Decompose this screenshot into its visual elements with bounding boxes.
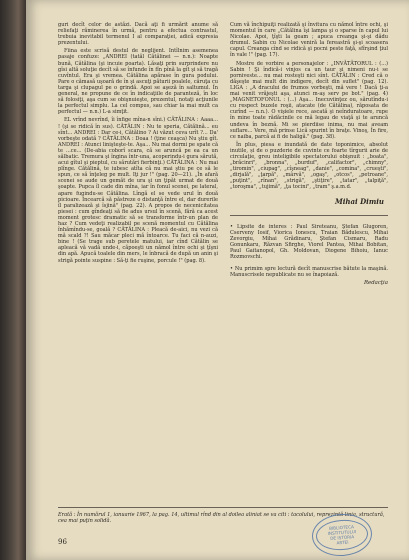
paragraph: Cum vă închipuiţi realizată şi învitura cu nămol între ochi, şi momentul în care „Cătălina îşi lampa şi o sparse în capul lui Nicolae. Apoi, ţîşti la geam ; apuca creanga şi-şi dădu drumul. Sabin cu Nicolae veniră la fereastră şi-şi scoasera capul. Creanga cînd se ridică şi pocni peste faţă, sfîrşind ţiul în vale !" (pag. 17).: [230, 22, 388, 59]
stamp-line: INSTITUTULUI: [327, 528, 357, 536]
paragraph: În plus, piesa e inundată de date toponimice, absolut inutile, și de o puzderie de cuvinte ce foarte tîrgurii arie de circulaţie, greu inteligibile spectatorului obişnuit : „boata", „brăcinri", „bronna", „burduf", „califactor", „chimny", „tiromin", „ciupag", „cîşneag", „danie", „comina", „crueşti", „dirjală", „ţarpă", „mârvă", „ogaş", „otcos", „petroane", „puţint", „rînan", „strigă", „ştiţire", „tatar", „talpiţă", „toroşma", „tujimă", „ţa tocini", „tram" ş.a.m.d.: [230, 141, 388, 191]
manuscript-policy-note: • Nu primim spre lectură decît manuscrise bătute la maşină. Manuscrisele nepublicate nu se înapoiază.: [230, 266, 388, 279]
author-signature: Mihai Dimiu: [334, 196, 384, 206]
paragraph: guri decît celor de astăzi. Dacă aţi fi urmărit anume să reliefaţi răminerea în urmă, pentru a efectua contrastul, trebuia inevitabil termenul I al comparaţiei, adică expresia prezentului.: [58, 22, 218, 47]
right-text-column: [230, 22, 388, 286]
editorial-notes: [230, 215, 388, 287]
page-number: 96: [58, 538, 67, 546]
errata-note: Erată : În numărul 1, ianuarie 1967, la pag. 14, ultimul rînd din al doilea aliniat se va citi : tacolului, reprezintă linia, structură, cea mai puţin solidă.: [58, 507, 388, 524]
stamp-line: ARTEI: [336, 539, 349, 546]
paragraph: EL vrînd nevrînd, îi înfige mîna-n sîni.) CĂTĂLINA : Aaaa... ! (şi se ridică în sus). CĂTĂLIN : Nu te speria, Cătălină... eu sînt... ANDREI : Dar ce-i, Cătălino ? Ai văzut ceva urît ?... Da' vorbeşte odată ? CĂTĂLINA : Doaa ! (ţine ceaşca) Nu ştiu gît. ANDREI : Atunci linişteşte-te. Aşa... Nu mai dormi pe spate că te ...ce... (De-abia coborî scara, că se aruncă pe ea ca un sălbatic. Tremura şi îngina într-una, acoperindu-i gura sărută, acui gîtul şi pieptul, cu sărutări fierbinţi.) CĂTĂLINA : Nu mai plînge. Cătălină, te iubesc atîta că nu mai ştiu pe ce să le spun, ce să înţeleg pe mult. Iţi jur !" (pag. 20—21). „În afară scenei se aude un gemăt de ura şi un ţipăt urmat de două şoapte. Pupca îl cade din mîna, iar în fonul scenei, pe lateral, apare fugindu-se Cătălina. Lîngă el se vede urul în două picioare. Încearcă să păstreze o distanţă între el, dar durerile îl paralizează şi îsjină" (pag. 22). A propos de necenicitatea piesei : cum gîndeaţi să fie adus ursul în scenă, fără ca acest moment grotesc dramatic să se transforme într-un plan de haz ? Cum vedeţi realizabil pe scenă momentul cu Cătălina înhămîndu-se, goală ? CĂTĂLINA : Pleacă de-aici, nu vezi că mă scald ?! Sau măcar pleci mă întoarce. Tu faci că n-auzi, bine ! (Se trage sub peretele matului, iar cînd Cătălin se apleacă vă vadă unde-i, căpoeşti un nămol între ochi şi ţîşni din apă. Apucă toalele din mers, le înbracă de după un anin şi strigă pointe suspine : Să-ţi fie ruşine, porcule !" (pag. 8).: [58, 117, 218, 264]
book-binding: [0, 0, 26, 560]
left-text-column: [58, 22, 218, 266]
rejected-authors-note: • Lipsite de interes : Paul Sireteanu, Ştefan Glugoren, Cserveny Iosif, Viorica Ionescu, Traian Bădulescu, Mihai Zevorgiu, Mihai Grădinaru, Ştefan Cismaru, Radu Gonunkaru, Răzvan Sfirghe, Viorel Pantea, Mihai Bobitan, Paul Gaitanopol, Gh. Moldovan, Diogene Bihoiu, Ianuc Rozmovschi.: [230, 223, 388, 261]
stamp-line: DE ISTORIA: [330, 534, 355, 541]
editorial-signature: Redacţia: [363, 280, 388, 287]
paragraph: Mostre de vorbire a personajelor : „INVĂTĂTORUL : (...) Sabin ! Şi îndică-i vinjos ca un taur şi nimeni nu-i se porniveste... nu mai rosteşti nici sînt. CĂTĂLIN : Cred că o dăşeşte mai mult din indigere, decît din suflet" (pag. 12). LIGA : „A dracului de frumos vorbeşti, mă vere ! Dacă ţi-a mai venit vrăjeşti aşa, atunci m-aş serv pe bot." (pag. 4) „MAGNETOFONUL : (...) Aşa... Inecuviinţez ou, sărutîndu-i cu respect buzele roşii, atacate (de Cătălina), răposata de curînd — n.n.). O vişiele rece, ascată şi neînduratoare, rupe în mine toate rădăcinile ce mă legau de viaţă şi te aruncă undeva în beznă. Mi se pierdiise inima, nu mai aveam suflare... Vere, mă prinse Lică spurint în braţe. Vinoş, În fire, ce naiba, parcă ai fi de haligă." (pag. 38).: [230, 60, 388, 140]
stamp-line: BIBLIOTECA: [328, 523, 355, 531]
paragraph: Fiina este scrisă destul de neglijent. Intîlnim asemenea pasaje confuze: „ANDREI (tatăl Cătălinei — n.n.): Noapte bună, Cătălina (şi incuie poarta). Lăsaţi prin surprindere nu gîsi altă soluţie decît să se înfunde în fîn pînă la gît şi să tragă cuvîntul. Era şi vremea. Cătălina apărase în gura podului. Pare o cămasă uşoară de în şi ascuţi păturii poalele, căruţa cu targa şi clupagul pe o grindă. Apoi se aşeză în saltumul. În general, ne propune de ce în indicaţiile de paranteză, în loc să folosiţi, aşa cum se obişnuieşte, prezentul, notaţi acţiunile la perfectul simplu. La cel compus, sau chiar la mai mult ca perfectul — n.n.) L-a simţit.: [58, 48, 218, 116]
magazine-page: [26, 0, 409, 560]
